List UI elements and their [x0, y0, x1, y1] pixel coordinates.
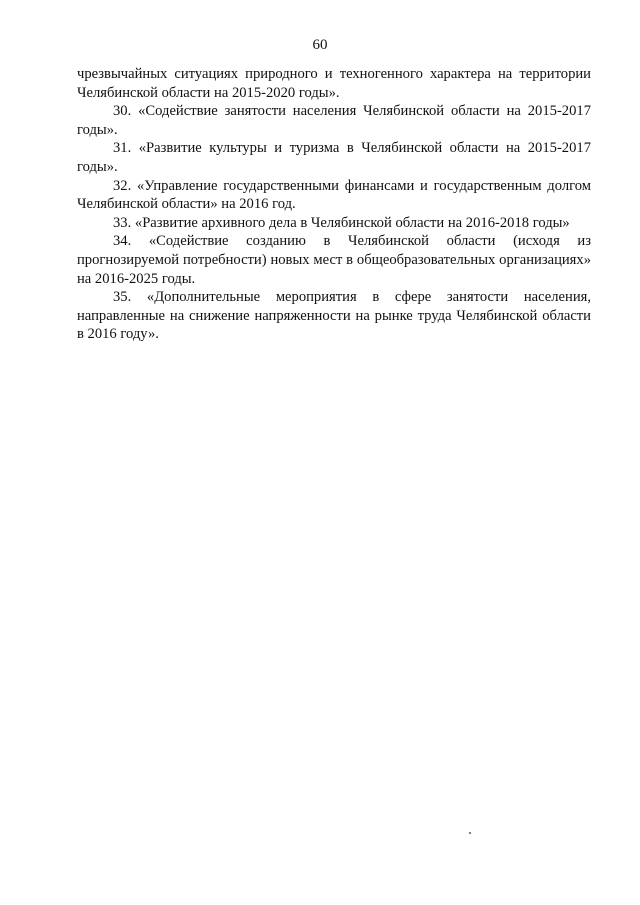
- paragraph-continuation: чрезвычайных ситуациях природного и техногенного характера на территории Челябинской области на 2015-2020 годы».: [77, 66, 591, 101]
- document-body: [77, 65, 591, 344]
- list-item-33: 33. «Развитие архивного дела в Челябинской области на 2016-2018 годы»: [113, 214, 570, 231]
- list-item-34: 34. «Содействие созданию в Челябинской области (исходя из прогнозируемой потребности) новых мест в общеобразовательных организациях» на 2016-2025 годы.: [77, 233, 591, 287]
- page-number: 60: [312, 37, 328, 53]
- list-item-32: 32. «Управление государственными финансами и государственным долгом Челябинской области» на 2016 год.: [77, 177, 591, 213]
- list-item-31: 31. «Развитие культуры и туризма в Челябинской области на 2015-2017 годы».: [77, 140, 591, 175]
- list-item-35: 35. «Дополнительные мероприятия в сфере занятости населения, направленные на снижение напряженности на рынке труда Челябинской области в 2016 году».: [77, 289, 591, 343]
- list-item-30: 30. «Содействие занятости населения Челябинской области на 2015-2017 годы».: [77, 103, 591, 138]
- scan-speck: [469, 832, 471, 834]
